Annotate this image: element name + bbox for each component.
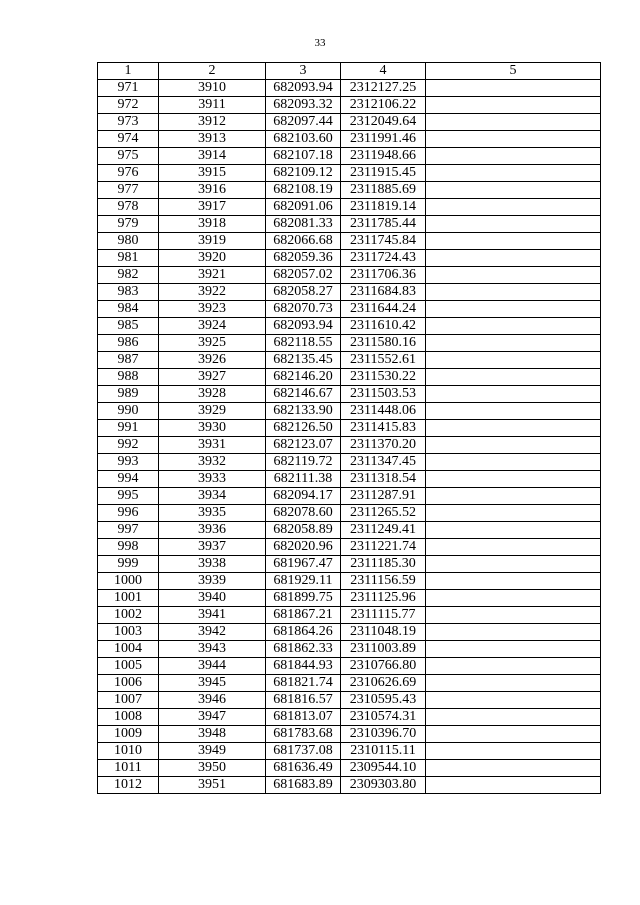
table-cell-col4: 2311318.54: [341, 471, 426, 488]
table-cell-col1: 988: [98, 369, 159, 386]
table-cell-col4: 2311819.14: [341, 199, 426, 216]
table-cell-col3: 681929.11: [266, 573, 341, 590]
table-cell-col2: 3917: [159, 199, 266, 216]
table-row: [98, 352, 601, 369]
table-cell-col3: 682119.72: [266, 454, 341, 471]
table-cell-col1: 999: [98, 556, 159, 573]
table-cell-col2: 3931: [159, 437, 266, 454]
table-cell-col5: [426, 522, 601, 539]
table-cell-col3: 682146.20: [266, 369, 341, 386]
table-cell-col5: [426, 403, 601, 420]
table-row: [98, 471, 601, 488]
table-cell-col1: 998: [98, 539, 159, 556]
table-cell-col4: 2311003.89: [341, 641, 426, 658]
table-cell-col2: 3922: [159, 284, 266, 301]
table-cell-col3: 682107.18: [266, 148, 341, 165]
table-cell-col1: 1012: [98, 777, 159, 794]
table-row: [98, 80, 601, 97]
table-cell-col1: 974: [98, 131, 159, 148]
table-cell-col1: 994: [98, 471, 159, 488]
table-cell-col2: 3941: [159, 607, 266, 624]
table-cell-col2: 3926: [159, 352, 266, 369]
table-cell-col4: 2311745.84: [341, 233, 426, 250]
table-cell-col2: 3933: [159, 471, 266, 488]
table-cell-col4: 2311115.77: [341, 607, 426, 624]
table-cell-col4: 2311644.24: [341, 301, 426, 318]
table-row: [98, 165, 601, 182]
table-cell-col5: [426, 505, 601, 522]
table-cell-col4: 2311221.74: [341, 539, 426, 556]
table-cell-col2: 3942: [159, 624, 266, 641]
table-cell-col4: 2311580.16: [341, 335, 426, 352]
table-cell-col4: 2312049.64: [341, 114, 426, 131]
table-row: [98, 505, 601, 522]
table-cell-col5: [426, 301, 601, 318]
table-cell-col3: 682093.94: [266, 80, 341, 97]
table-cell-col2: 3940: [159, 590, 266, 607]
table-cell-col4: 2311885.69: [341, 182, 426, 199]
table-cell-col1: 1004: [98, 641, 159, 658]
table-cell-col4: 2312127.25: [341, 80, 426, 97]
table-cell-col4: 2311048.19: [341, 624, 426, 641]
table-cell-col1: 971: [98, 80, 159, 97]
table-cell-col5: [426, 658, 601, 675]
table-cell-col4: 2311287.91: [341, 488, 426, 505]
table-cell-col3: 682093.32: [266, 97, 341, 114]
table-cell-col1: 1003: [98, 624, 159, 641]
table-row: [98, 437, 601, 454]
table-cell-col2: 3935: [159, 505, 266, 522]
table-cell-col3: 681862.33: [266, 641, 341, 658]
table-row: [98, 743, 601, 760]
table-cell-col4: 2311347.45: [341, 454, 426, 471]
table-cell-col2: 3945: [159, 675, 266, 692]
table-cell-col4: 2310766.80: [341, 658, 426, 675]
table-row: [98, 760, 601, 777]
table-cell-col2: 3924: [159, 318, 266, 335]
table-cell-col1: 989: [98, 386, 159, 403]
table-row: [98, 539, 601, 556]
table-header-row: [98, 63, 601, 80]
table-cell-col4: 2311156.59: [341, 573, 426, 590]
table-cell-col1: 995: [98, 488, 159, 505]
table-row: [98, 250, 601, 267]
table-cell-col3: 681816.57: [266, 692, 341, 709]
table-cell-col1: 1000: [98, 573, 159, 590]
table-cell-col3: 682097.44: [266, 114, 341, 131]
table-cell-col4: 2311915.45: [341, 165, 426, 182]
table-cell-col1: 986: [98, 335, 159, 352]
table-cell-col5: [426, 369, 601, 386]
table-row: [98, 607, 601, 624]
table-cell-col5: [426, 641, 601, 658]
table-cell-col5: [426, 675, 601, 692]
table-cell-col1: 991: [98, 420, 159, 437]
table-cell-col2: 3951: [159, 777, 266, 794]
table-cell-col2: 3950: [159, 760, 266, 777]
table-cell-col3: 681864.26: [266, 624, 341, 641]
table-row: [98, 641, 601, 658]
table-cell-col4: 2311610.42: [341, 318, 426, 335]
table-row: [98, 199, 601, 216]
table-cell-col1: 993: [98, 454, 159, 471]
table-cell-col2: 3932: [159, 454, 266, 471]
table-cell-col2: 3938: [159, 556, 266, 573]
table-cell-col4: 2311530.22: [341, 369, 426, 386]
page-number: 33: [314, 37, 326, 49]
table-cell-col5: [426, 148, 601, 165]
table-cell-col1: 975: [98, 148, 159, 165]
table-cell-col5: [426, 624, 601, 641]
table-cell-col2: 3918: [159, 216, 266, 233]
table-cell-col1: 973: [98, 114, 159, 131]
table-cell-col5: [426, 80, 601, 97]
table-cell-col4: 2309303.80: [341, 777, 426, 794]
table-cell-col1: 977: [98, 182, 159, 199]
table-cell-col3: 681967.47: [266, 556, 341, 573]
table-cell-col5: [426, 692, 601, 709]
table-cell-col5: [426, 573, 601, 590]
table-cell-col5: [426, 199, 601, 216]
column-header-2: 2: [159, 63, 266, 80]
table-cell-col4: 2311370.20: [341, 437, 426, 454]
table-cell-col2: 3923: [159, 301, 266, 318]
table-cell-col2: 3946: [159, 692, 266, 709]
table-cell-col1: 983: [98, 284, 159, 301]
table-cell-col5: [426, 216, 601, 233]
table-cell-col3: 682126.50: [266, 420, 341, 437]
table-row: [98, 675, 601, 692]
table-cell-col3: 682058.89: [266, 522, 341, 539]
table-cell-col2: 3934: [159, 488, 266, 505]
table-row: [98, 318, 601, 335]
table-body: [98, 80, 601, 794]
table-cell-col1: 1007: [98, 692, 159, 709]
table-cell-col4: 2311415.83: [341, 420, 426, 437]
table-cell-col1: 1002: [98, 607, 159, 624]
table-cell-col3: 682109.12: [266, 165, 341, 182]
table-cell-col2: 3915: [159, 165, 266, 182]
table-cell-col5: [426, 437, 601, 454]
table-cell-col2: 3927: [159, 369, 266, 386]
table-cell-col3: 681844.93: [266, 658, 341, 675]
table-cell-col2: 3910: [159, 80, 266, 97]
table-cell-col3: 682070.73: [266, 301, 341, 318]
table-cell-col3: 681899.75: [266, 590, 341, 607]
table-cell-col4: 2311552.61: [341, 352, 426, 369]
table-cell-col5: [426, 97, 601, 114]
table-cell-col4: 2310115.11: [341, 743, 426, 760]
table-row: [98, 454, 601, 471]
table-cell-col3: 681821.74: [266, 675, 341, 692]
table-row: [98, 488, 601, 505]
table-row: [98, 709, 601, 726]
table-cell-col1: 978: [98, 199, 159, 216]
table-cell-col5: [426, 539, 601, 556]
table-cell-col1: 997: [98, 522, 159, 539]
table-row: [98, 335, 601, 352]
table-cell-col1: 1009: [98, 726, 159, 743]
table-row: [98, 420, 601, 437]
table-cell-col1: 979: [98, 216, 159, 233]
column-header-5: 5: [426, 63, 601, 80]
table-cell-col2: 3920: [159, 250, 266, 267]
table-cell-col5: [426, 420, 601, 437]
table-cell-col3: 682066.68: [266, 233, 341, 250]
table-cell-col5: [426, 318, 601, 335]
table-cell-col1: 1011: [98, 760, 159, 777]
table-cell-col1: 996: [98, 505, 159, 522]
table-cell-col4: 2311785.44: [341, 216, 426, 233]
table-cell-col1: 1006: [98, 675, 159, 692]
table-cell-col4: 2311125.96: [341, 590, 426, 607]
table-cell-col3: 682020.96: [266, 539, 341, 556]
table-cell-col3: 681683.89: [266, 777, 341, 794]
table-cell-col2: 3930: [159, 420, 266, 437]
table-cell-col3: 682081.33: [266, 216, 341, 233]
table-cell-col5: [426, 284, 601, 301]
table-cell-col4: 2310626.69: [341, 675, 426, 692]
table-row: [98, 284, 601, 301]
table-row: [98, 182, 601, 199]
table-cell-col5: [426, 488, 601, 505]
table-cell-col1: 1010: [98, 743, 159, 760]
table-cell-col1: 984: [98, 301, 159, 318]
table-row: [98, 233, 601, 250]
table-cell-col2: 3916: [159, 182, 266, 199]
table-cell-col5: [426, 114, 601, 131]
table-cell-col5: [426, 131, 601, 148]
table-cell-col5: [426, 556, 601, 573]
table-cell-col5: [426, 743, 601, 760]
table-cell-col5: [426, 267, 601, 284]
coordinates-table: [97, 62, 601, 794]
table-row: [98, 386, 601, 403]
table-cell-col3: 682118.55: [266, 335, 341, 352]
table-cell-col4: 2310396.70: [341, 726, 426, 743]
table-row: [98, 556, 601, 573]
table-row: [98, 658, 601, 675]
table-cell-col3: 682058.27: [266, 284, 341, 301]
table-cell-col5: [426, 335, 601, 352]
table-cell-col5: [426, 352, 601, 369]
table-cell-col2: 3937: [159, 539, 266, 556]
column-header-3: 3: [266, 63, 341, 80]
table-cell-col1: 987: [98, 352, 159, 369]
table-cell-col2: 3939: [159, 573, 266, 590]
table-cell-col2: 3913: [159, 131, 266, 148]
table-cell-col4: 2311724.43: [341, 250, 426, 267]
table-cell-col2: 3936: [159, 522, 266, 539]
table-row: [98, 369, 601, 386]
table-cell-col5: [426, 386, 601, 403]
table-cell-col1: 980: [98, 233, 159, 250]
table-row: [98, 216, 601, 233]
table-cell-col1: 1008: [98, 709, 159, 726]
table-cell-col2: 3914: [159, 148, 266, 165]
table-cell-col1: 976: [98, 165, 159, 182]
table-cell-col3: 681813.07: [266, 709, 341, 726]
table-row: [98, 726, 601, 743]
table-cell-col3: 682135.45: [266, 352, 341, 369]
table-cell-col3: 682108.19: [266, 182, 341, 199]
table-cell-col1: 1005: [98, 658, 159, 675]
table-cell-col3: 682091.06: [266, 199, 341, 216]
table-cell-col5: [426, 726, 601, 743]
table-cell-col2: 3947: [159, 709, 266, 726]
table-cell-col4: 2311265.52: [341, 505, 426, 522]
table-cell-col5: [426, 233, 601, 250]
table-cell-col5: [426, 250, 601, 267]
table-cell-col3: 681867.21: [266, 607, 341, 624]
table-row: [98, 692, 601, 709]
table-cell-col2: 3949: [159, 743, 266, 760]
table-cell-col4: 2312106.22: [341, 97, 426, 114]
table-cell-col3: 682123.07: [266, 437, 341, 454]
table-cell-col4: 2311249.41: [341, 522, 426, 539]
column-header-4: 4: [341, 63, 426, 80]
table-row: [98, 301, 601, 318]
table-row: [98, 403, 601, 420]
table-row: [98, 114, 601, 131]
table-cell-col3: 682133.90: [266, 403, 341, 420]
table-cell-col4: 2310574.31: [341, 709, 426, 726]
table-cell-col3: 682103.60: [266, 131, 341, 148]
table-cell-col3: 682093.94: [266, 318, 341, 335]
table-cell-col2: 3944: [159, 658, 266, 675]
table-row: [98, 148, 601, 165]
table-cell-col1: 1001: [98, 590, 159, 607]
table-cell-col4: 2311503.53: [341, 386, 426, 403]
table-cell-col2: 3911: [159, 97, 266, 114]
table-cell-col5: [426, 165, 601, 182]
table-cell-col3: 682078.60: [266, 505, 341, 522]
table-cell-col1: 981: [98, 250, 159, 267]
table-row: [98, 777, 601, 794]
table-cell-col5: [426, 182, 601, 199]
table-cell-col2: 3921: [159, 267, 266, 284]
table-cell-col5: [426, 709, 601, 726]
table-cell-col3: 682094.17: [266, 488, 341, 505]
table-cell-col2: 3925: [159, 335, 266, 352]
table-cell-col3: 681737.08: [266, 743, 341, 760]
table-row: [98, 590, 601, 607]
table-cell-col4: 2311948.66: [341, 148, 426, 165]
table-cell-col2: 3928: [159, 386, 266, 403]
table-cell-col2: 3912: [159, 114, 266, 131]
table-cell-col3: 682146.67: [266, 386, 341, 403]
table-cell-col2: 3948: [159, 726, 266, 743]
table-cell-col5: [426, 471, 601, 488]
table-cell-col5: [426, 777, 601, 794]
table-cell-col2: 3919: [159, 233, 266, 250]
table-row: [98, 267, 601, 284]
table-cell-col1: 982: [98, 267, 159, 284]
table-cell-col3: 681783.68: [266, 726, 341, 743]
table-cell-col4: 2311448.06: [341, 403, 426, 420]
table-row: [98, 624, 601, 641]
table-cell-col3: 682057.02: [266, 267, 341, 284]
table-cell-col4: 2311185.30: [341, 556, 426, 573]
table-cell-col1: 992: [98, 437, 159, 454]
table-cell-col4: 2311706.36: [341, 267, 426, 284]
table-cell-col5: [426, 590, 601, 607]
table-cell-col5: [426, 454, 601, 471]
table-cell-col4: 2310595.43: [341, 692, 426, 709]
column-header-1: 1: [98, 63, 159, 80]
table-cell-col5: [426, 607, 601, 624]
table-cell-col3: 681636.49: [266, 760, 341, 777]
table-cell-col4: 2311684.83: [341, 284, 426, 301]
table-cell-col5: [426, 760, 601, 777]
table-cell-col4: 2311991.46: [341, 131, 426, 148]
table-cell-col3: 682111.38: [266, 471, 341, 488]
table-cell-col1: 972: [98, 97, 159, 114]
table-cell-col3: 682059.36: [266, 250, 341, 267]
table-row: [98, 522, 601, 539]
table-row: [98, 131, 601, 148]
table-cell-col2: 3943: [159, 641, 266, 658]
table-cell-col2: 3929: [159, 403, 266, 420]
table-row: [98, 97, 601, 114]
table-cell-col4: 2309544.10: [341, 760, 426, 777]
table-cell-col1: 985: [98, 318, 159, 335]
table-cell-col1: 990: [98, 403, 159, 420]
table-row: [98, 573, 601, 590]
